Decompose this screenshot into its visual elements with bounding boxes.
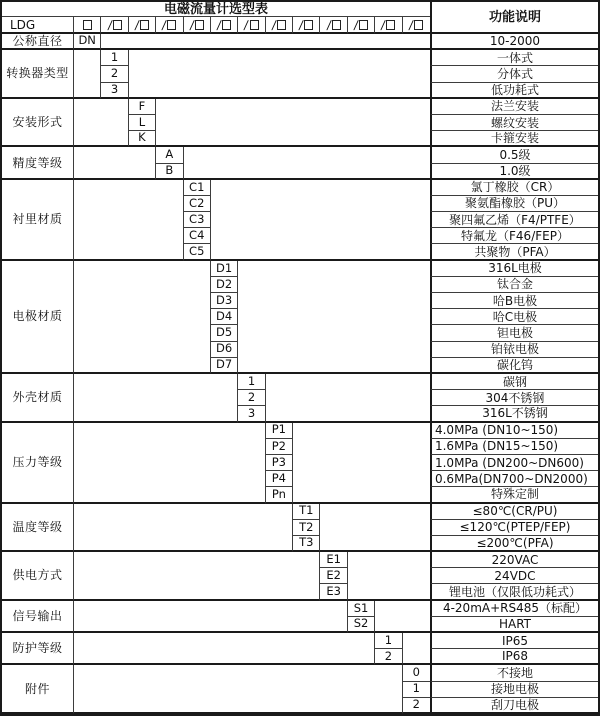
option-code-cell: E3 xyxy=(320,584,347,600)
option-description-cell: 碳钢 xyxy=(430,374,598,390)
slash-mark: / xyxy=(298,17,305,32)
code-box-icon xyxy=(304,20,313,30)
code-box-icon xyxy=(250,20,259,30)
option-description-cell: 1.0MPa (DN200~DN600) xyxy=(430,455,598,471)
spacer-cell xyxy=(293,423,430,504)
option-description-cell: 聚四氟乙烯（F4/PTFE） xyxy=(430,212,598,228)
function-description-header: 功能说明 xyxy=(430,2,598,34)
option-code-cell: C2 xyxy=(184,196,211,212)
slash-mark: / xyxy=(188,17,195,32)
option-description-cell: 316L不锈钢 xyxy=(430,406,598,422)
spacer-cell xyxy=(74,374,238,423)
spacer-cell xyxy=(348,552,430,601)
category-label: 防护等级 xyxy=(2,633,74,665)
option-description-cell: 4.0MPa (DN10~150) xyxy=(430,423,598,439)
model-code-slash-box-cell xyxy=(320,17,347,34)
category-label: 外壳材质 xyxy=(2,374,74,423)
option-description-cell: 0.6MPa(DN700~DN2000) xyxy=(430,471,598,487)
option-code-cell: P1 xyxy=(266,423,293,439)
spacer-cell xyxy=(266,374,430,423)
option-code-cell: D7 xyxy=(211,358,238,374)
category-label: 安装形式 xyxy=(2,99,74,148)
category-label: 供电方式 xyxy=(2,552,74,601)
slash-mark: / xyxy=(353,17,360,32)
option-code-cell: K xyxy=(129,131,156,147)
spacer-cell xyxy=(74,99,129,148)
option-code-cell: P3 xyxy=(266,455,293,471)
category-label: 温度等级 xyxy=(2,504,74,553)
category-label: 压力等级 xyxy=(2,423,74,504)
option-description-cell: 0.5级 xyxy=(430,147,598,163)
option-description-cell: 钛合金 xyxy=(430,277,598,293)
spacer-cell xyxy=(74,147,156,179)
option-code-cell: D5 xyxy=(211,325,238,341)
option-description-cell: 一体式 xyxy=(430,50,598,66)
option-code-cell: D3 xyxy=(211,293,238,309)
spacer-cell xyxy=(320,504,430,553)
option-description-cell: 10-2000 xyxy=(430,34,598,50)
spacer-cell xyxy=(74,504,293,553)
category-label: 精度等级 xyxy=(2,147,74,179)
slash-mark: / xyxy=(325,17,332,32)
category-label: 衬里材质 xyxy=(2,180,74,261)
spacer-cell xyxy=(74,552,320,601)
option-description-cell: 分体式 xyxy=(430,66,598,82)
option-code-cell: D6 xyxy=(211,342,238,358)
option-code-cell: 3 xyxy=(238,406,265,422)
option-code-cell: P2 xyxy=(266,439,293,455)
model-code-slash-box-cell xyxy=(403,17,430,34)
code-box-icon xyxy=(332,20,341,30)
option-code-cell: C3 xyxy=(184,212,211,228)
option-description-cell: 1.0级 xyxy=(430,164,598,180)
option-code-cell: F xyxy=(129,99,156,115)
option-code-cell: A xyxy=(156,147,183,163)
model-code-slash-box-cell xyxy=(266,17,293,34)
option-code-cell: 1 xyxy=(375,633,402,649)
category-label: 转换器类型 xyxy=(2,50,74,99)
model-code-slash-box-cell xyxy=(156,17,183,34)
option-code-cell: D4 xyxy=(211,309,238,325)
option-code-cell: 2 xyxy=(101,66,128,82)
option-description-cell: 钽电极 xyxy=(430,325,598,341)
code-box-icon xyxy=(167,20,176,30)
spacer-cell xyxy=(74,665,403,714)
model-code-slash-box-cell xyxy=(211,17,238,34)
spacer-cell xyxy=(74,50,101,99)
model-code-slash-box-cell xyxy=(184,17,211,34)
model-code-slash-box-cell xyxy=(129,17,156,34)
code-box-icon xyxy=(386,20,395,30)
option-description-cell: 法兰安装 xyxy=(430,99,598,115)
option-description-cell: 特殊定制 xyxy=(430,487,598,503)
option-description-cell: 316L电极 xyxy=(430,261,598,277)
option-description-cell: IP65 xyxy=(430,633,598,649)
table-title: 电磁流量计选型表 xyxy=(2,2,430,17)
model-code-slash-box-cell xyxy=(293,17,320,34)
option-description-cell: 低功耗式 xyxy=(430,83,598,99)
option-description-cell: IP68 xyxy=(430,649,598,665)
model-code-label: LDG xyxy=(2,17,74,34)
option-code-cell: 2 xyxy=(238,390,265,406)
option-code-cell: C4 xyxy=(184,228,211,244)
model-code-box-cell xyxy=(74,17,101,34)
option-description-cell: 1.6MPa (DN15~150) xyxy=(430,439,598,455)
option-code-cell: Pn xyxy=(266,487,293,503)
option-code-cell: D2 xyxy=(211,277,238,293)
option-code-cell: C1 xyxy=(184,180,211,196)
option-description-cell: 碳化钨 xyxy=(430,358,598,374)
spacer-cell xyxy=(156,99,430,148)
spacer-cell xyxy=(184,147,430,179)
option-code-cell: C5 xyxy=(184,244,211,260)
option-code-cell: 1 xyxy=(403,682,430,698)
option-description-cell: 304不锈钢 xyxy=(430,390,598,406)
option-code-cell: E1 xyxy=(320,552,347,568)
option-description-cell: 螺纹安装 xyxy=(430,115,598,131)
slash-mark: / xyxy=(161,17,168,32)
code-box-icon xyxy=(277,20,286,30)
option-code-cell: DN xyxy=(74,34,101,50)
option-description-cell: 接地电极 xyxy=(430,682,598,698)
option-description-cell: 卡箍安装 xyxy=(430,131,598,147)
spacer-cell xyxy=(101,34,430,50)
option-description-cell: 特氟龙（F46/FEP） xyxy=(430,228,598,244)
option-description-cell: 聚氨酯橡胶（PU） xyxy=(430,196,598,212)
spacer-cell xyxy=(129,50,430,99)
model-code-slash-box-cell xyxy=(375,17,402,34)
spacer-cell xyxy=(403,633,430,665)
option-code-cell: S2 xyxy=(348,617,375,633)
code-box-icon xyxy=(195,20,204,30)
option-description-cell: 哈C电极 xyxy=(430,309,598,325)
option-description-cell: 220VAC xyxy=(430,552,598,568)
spacer-cell xyxy=(238,261,430,374)
spacer-cell xyxy=(74,423,266,504)
option-code-cell: 3 xyxy=(101,83,128,99)
option-description-cell: 不接地 xyxy=(430,665,598,681)
slash-mark: / xyxy=(270,17,277,32)
option-code-cell: 0 xyxy=(403,665,430,681)
option-code-cell: 2 xyxy=(375,649,402,665)
option-description-cell: 共聚物（PFA） xyxy=(430,244,598,260)
category-label: 附件 xyxy=(2,665,74,714)
option-code-cell: T1 xyxy=(293,504,320,520)
slash-mark: / xyxy=(106,17,113,32)
model-code-slash-box-cell xyxy=(348,17,375,34)
option-description-cell: 铂铱电极 xyxy=(430,342,598,358)
option-description-cell: 哈B电极 xyxy=(430,293,598,309)
spacer-cell xyxy=(375,601,430,633)
option-code-cell: T2 xyxy=(293,520,320,536)
option-description-cell: 刮刀电极 xyxy=(430,698,598,714)
option-code-cell: 1 xyxy=(101,50,128,66)
option-code-cell: P4 xyxy=(266,471,293,487)
slash-mark: / xyxy=(133,17,140,32)
code-box-icon xyxy=(83,20,92,30)
code-box-icon xyxy=(359,20,368,30)
option-code-cell: T3 xyxy=(293,536,320,552)
option-code-cell: S1 xyxy=(348,601,375,617)
option-code-cell: L xyxy=(129,115,156,131)
code-box-icon xyxy=(140,20,149,30)
spacer-cell xyxy=(74,601,348,633)
option-description-cell: 4-20mA+RS485（标配） xyxy=(430,601,598,617)
model-code-slash-box-cell xyxy=(238,17,265,34)
category-label: 信号输出 xyxy=(2,601,74,633)
option-code-cell: 1 xyxy=(238,374,265,390)
slash-mark: / xyxy=(380,17,387,32)
slash-mark: / xyxy=(216,17,223,32)
spacer-cell xyxy=(211,180,430,261)
option-description-cell: 氯丁橡胶（CR） xyxy=(430,180,598,196)
option-description-cell: ≤200℃(PFA) xyxy=(430,536,598,552)
option-description-cell: ≤120℃(PTEP/FEP) xyxy=(430,520,598,536)
option-description-cell: HART xyxy=(430,617,598,633)
model-code-slash-box-cell xyxy=(101,17,128,34)
category-label: 公称直径 xyxy=(2,34,74,50)
option-description-cell: 24VDC xyxy=(430,568,598,584)
option-description-cell: 锂电池（仅限低功耗式） xyxy=(430,584,598,600)
spacer-cell xyxy=(74,633,375,665)
option-code-cell: B xyxy=(156,164,183,180)
option-code-cell: D1 xyxy=(211,261,238,277)
slash-mark: / xyxy=(408,17,415,32)
slash-mark: / xyxy=(243,17,250,32)
spacer-cell xyxy=(74,261,211,374)
option-code-cell: E2 xyxy=(320,568,347,584)
category-label: 电极材质 xyxy=(2,261,74,374)
option-code-cell: 2 xyxy=(403,698,430,714)
code-box-icon xyxy=(113,20,122,30)
spacer-cell xyxy=(74,180,184,261)
code-box-icon xyxy=(222,20,231,30)
code-box-icon xyxy=(414,20,423,30)
option-description-cell: ≤80℃(CR/PU) xyxy=(430,504,598,520)
